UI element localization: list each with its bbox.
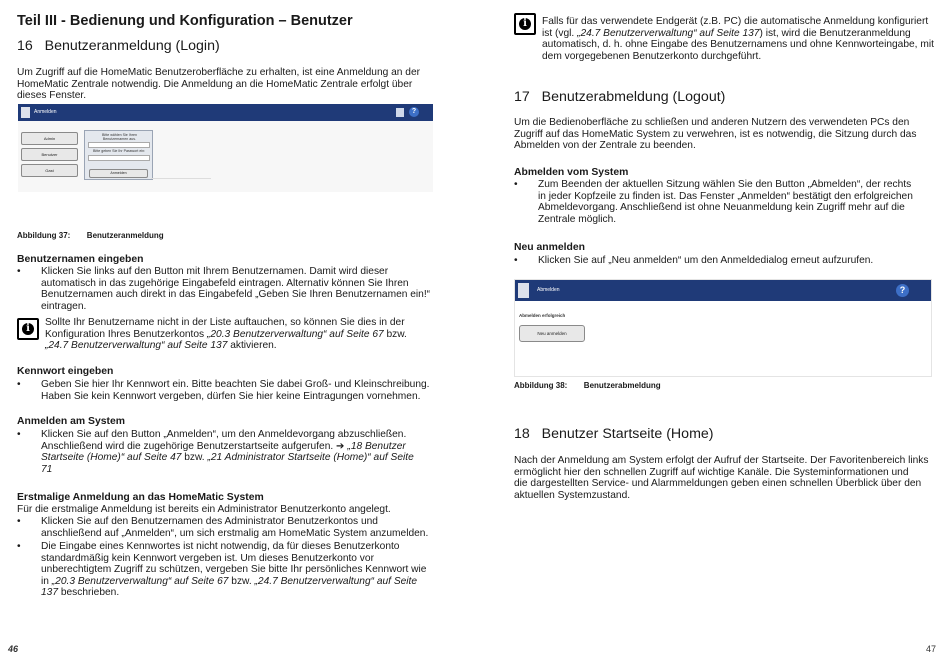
figure-title: Benutzeranmeldung	[86, 231, 164, 240]
bullet: •	[17, 516, 21, 527]
text-line: ist (vgl. „24.7 Benutzerverwaltung“ auf Seite 137) ist, wird die Benutzeranmeldung	[542, 27, 911, 39]
section-16-intro	[17, 67, 420, 102]
first-login-intro: Für die erstmalige Anmeldung ist bereits ein Administrator Benutzerkonto angelegt.	[17, 504, 391, 515]
decorative-line	[151, 178, 211, 191]
text-line: anschließend auf „Anmelden“, um sich erstmalig am HomeMatic System anzumelden.	[41, 527, 429, 539]
cross-reference[interactable]: „18 Benutzer	[347, 440, 406, 452]
screen-title: Abmelden	[537, 287, 560, 293]
section-title: Benutzeranmeldung (Login)	[44, 38, 220, 54]
text-line: 137 beschrieben.	[41, 587, 120, 599]
cross-reference[interactable]: „21 Administrator Startseite (Home)“ auf Seite	[207, 452, 414, 464]
bullet: •	[17, 266, 21, 277]
text-line: Klicken Sie links auf den Button mit Ihrem Benutzernamen. Damit wird dieser	[41, 266, 389, 277]
cross-reference[interactable]: 71	[41, 463, 53, 475]
user-button-gast[interactable]: Gast	[21, 164, 78, 177]
text-line: Zum Beenden der aktuellen Sitzung wählen Sie den Button „Abmelden“, der rechts	[538, 179, 912, 190]
section-number: 16	[17, 38, 33, 54]
part-title: Teil III - Bedienung und Konfiguration – Benutzer	[17, 13, 353, 29]
first-login-bullet-1	[17, 516, 432, 540]
bullet-text	[41, 266, 430, 312]
figure-label: Abbildung 38:	[514, 381, 568, 390]
login-form	[84, 130, 153, 180]
info-icon: i	[17, 318, 39, 340]
username-prompt	[97, 133, 142, 141]
text-line: Haben Sie kein Kennwort vergeben, dürfen Sie hier keine Eintragungen vornehmen.	[41, 390, 421, 402]
text-line: „24.7 Benutzerverwaltung“ auf Seite 137 aktivieren.	[45, 340, 277, 352]
user-button-admin[interactable]: Admin	[21, 132, 78, 145]
cross-reference[interactable]: „20.3 Benutzerverwaltung“ auf Seite 67	[51, 575, 229, 587]
text-line	[41, 464, 414, 476]
first-login-bullet-2	[17, 541, 432, 601]
figure-title: Benutzerabmeldung	[583, 381, 661, 390]
text-line: Zugriff auf das HomeMatic System zu verwehren, ist es notwendig, die Sitzung durch das	[514, 128, 917, 140]
prompt-line: Benutzernamen aus.	[102, 137, 137, 141]
text-line: Startseite (Home)“ auf Seite 47 bzw. „21 Administrator Startseite (Home)“ auf Seite	[41, 452, 414, 464]
username-field[interactable]	[88, 142, 150, 148]
text-line: Anschließend wird die zugehörige Benutzerstartseite aufgerufen. ➔ „18 Benutzer	[41, 440, 406, 452]
text-line: Um Zugriff auf die HomeMatic Benutzeroberfläche zu erhalten, ist eine Anmeldung an der	[17, 67, 421, 78]
section-title: Benutzerabmeldung (Logout)	[541, 89, 726, 105]
section-16-heading	[17, 38, 220, 54]
text-line: Die Eingabe eines Kennwortes ist nicht notwendig, da für dieses Benutzerkonto	[41, 541, 400, 552]
username-info-note	[45, 317, 407, 352]
text-line: die dargestellten Service- und Alarmmeldungen geben einen schnellen Überblick über den	[514, 478, 922, 490]
text-line: automatisch in das zugehörige Eingabefeld eintragen. Alternativ können Sie Ihren	[41, 277, 409, 289]
bullet: •	[514, 255, 518, 266]
prompt-line: Bitte wählen Sie Ihren	[102, 133, 137, 137]
text-line: Abmeldevorgang. Anschließend ist ohne Neuanmeldung kein Zugriff mehr auf die	[538, 202, 905, 214]
text-line: Klicken Sie auf den Button „Anmelden“, um den Anmeldevorgang abzuschließen.	[41, 429, 407, 440]
page-number-right: 47	[926, 644, 937, 654]
logout-heading: Abmelden vom System	[514, 167, 629, 178]
bullet-text	[41, 429, 414, 475]
text-line: dem vorgegebenen Benutzerkonto durchgeführt.	[542, 50, 762, 62]
username-bullet	[17, 266, 432, 314]
hm-title-bar	[18, 104, 433, 121]
text-line: unberechtigtem Zugriff zu schützen, vergeben Sie bitte Ihr persönliches Kennwort wie	[41, 564, 427, 576]
text-line: Nach der Anmeldung am System erfolgt der Aufruf der Startseite. Der Favoritenbereich links	[514, 455, 929, 466]
auto-login-note	[542, 16, 934, 62]
cross-reference[interactable]: „20.3 Benutzerverwaltung“ auf Seite 67	[206, 328, 384, 340]
help-icon[interactable]: ?	[409, 107, 419, 117]
text-line: Konfiguration Ihres Benutzerkontos „20.3 Benutzerverwaltung“ auf Seite 67 bzw.	[45, 328, 407, 340]
text-line: Benutzernamen auch direkt in das Eingabefeld „Geben Sie Ihren Benutzernamen ein!“	[41, 289, 431, 301]
bullet-text	[538, 179, 913, 225]
text-line: aktuellen Systemzustand.	[514, 489, 631, 501]
first-login-heading: Erstmalige Anmeldung an das HomeMatic System	[17, 492, 264, 503]
text-line: Geben Sie hier Ihr Kennwort ein. Bitte beachten Sie dabei Groß- und Kleinschreibung.	[41, 379, 430, 390]
text-line: HomeMatic Zentrale notwendig. Die Anmeldung an die HomeMatic Zentrale erfolgt über	[17, 78, 413, 90]
text-line: dieses Fenster.	[17, 90, 87, 102]
screen-title: Anmelden	[34, 109, 57, 115]
figure-38-caption	[514, 381, 661, 390]
section-17-heading	[514, 89, 725, 105]
login-button[interactable]: Anmelden	[89, 169, 148, 178]
bullet: •	[17, 429, 21, 440]
bullet: •	[514, 179, 518, 190]
logout-screenshot	[514, 279, 932, 377]
text-line: automatisch, d. h. ohne Eingabe des Benutzernamens und ohne Kennworteingabe, mit	[542, 39, 934, 51]
section-number: 17	[514, 89, 530, 105]
username-heading: Benutzernamen eingeben	[17, 254, 144, 265]
text-line: Um die Bedienoberfläche zu schließen und anderen Nutzern des verwendeten PCs den	[514, 117, 910, 128]
cross-reference[interactable]: 137	[41, 587, 58, 599]
login-bullet	[17, 429, 432, 477]
cross-reference[interactable]: „24.7 Benutzerverwaltung“ auf Seite 137	[45, 340, 228, 352]
password-prompt: Bitte geben Sie Ihr Passwort ein:	[93, 149, 146, 153]
cross-reference[interactable]: „24.7 Benutzerverwaltung“ auf Seite	[254, 575, 418, 587]
bullet-text	[41, 541, 426, 599]
text-line: standardmäßig kein Kennwort vergeben ist. Um dieses Benutzerkonto vor	[41, 552, 374, 564]
login-screenshot	[18, 104, 433, 192]
cross-reference[interactable]: „24.7 Benutzerverwaltung“ auf Seite 137	[577, 27, 760, 39]
password-heading: Kennwort eingeben	[17, 366, 114, 377]
password-field[interactable]	[88, 155, 150, 161]
bullet-text	[41, 379, 430, 402]
text-line: in „20.3 Benutzerverwaltung“ auf Seite 67 bzw. „24.7 Benutzerverwaltung“ auf Seite	[41, 575, 418, 587]
logout-status: Abmelden erfolgreich	[519, 313, 566, 318]
page-number-left: 46	[8, 644, 19, 654]
relogin-button[interactable]: Neu anmelden	[519, 325, 585, 342]
password-bullet	[17, 379, 432, 403]
login-heading: Anmelden am System	[17, 416, 125, 427]
help-icon[interactable]: ?	[896, 284, 909, 297]
relogin-bullet	[514, 255, 930, 267]
info-icon: i	[514, 13, 536, 35]
text-line: in jeder Kopfzeile zu finden ist. Das Fenster „Anmelden“ bestätigt den erfolgreichen	[538, 190, 913, 202]
text-line: Abmelden von der Zentrale zu beenden.	[514, 140, 696, 152]
text-line: Zentrale möglich.	[538, 213, 617, 225]
homematic-logo	[518, 283, 529, 298]
user-button-benutzer[interactable]: Benutzer	[21, 148, 78, 161]
section-17-intro	[514, 117, 916, 152]
device-icon	[396, 108, 404, 117]
section-18-heading	[514, 426, 714, 442]
logout-bullet	[514, 179, 930, 227]
section-18-intro	[514, 455, 928, 501]
relogin-heading: Neu anmelden	[514, 242, 586, 253]
bullet-text: Klicken Sie auf „Neu anmelden“ um den Anmeldedialog erneut aufzurufen.	[538, 255, 874, 266]
text-line: ermöglicht hier den schnellen Zugriff auf wichtige Kanäle. Die Systeminformationen und	[514, 466, 909, 478]
figure-37-caption	[17, 231, 164, 240]
text-line: Sollte Ihr Benutzername nicht in der Liste auftauchen, so können Sie dies in der	[45, 317, 405, 328]
bullet-text	[41, 516, 428, 539]
text-line: Falls für das verwendete Endgerät (z.B. PC) die automatische Anmeldung konfiguriert	[542, 16, 929, 27]
figure-label: Abbildung 37:	[17, 231, 71, 240]
bullet: •	[17, 379, 21, 390]
section-title: Benutzer Startseite (Home)	[541, 426, 714, 442]
cross-reference[interactable]: Startseite (Home)“ auf Seite 47	[41, 452, 182, 464]
homematic-logo	[21, 107, 30, 118]
section-number: 18	[514, 426, 530, 442]
bullet: •	[17, 541, 21, 552]
hm-title-bar	[515, 280, 931, 301]
text-line: eintragen.	[41, 300, 87, 312]
text-line: Klicken Sie auf den Benutzernamen des Administrator Benutzerkontos und	[41, 516, 378, 527]
